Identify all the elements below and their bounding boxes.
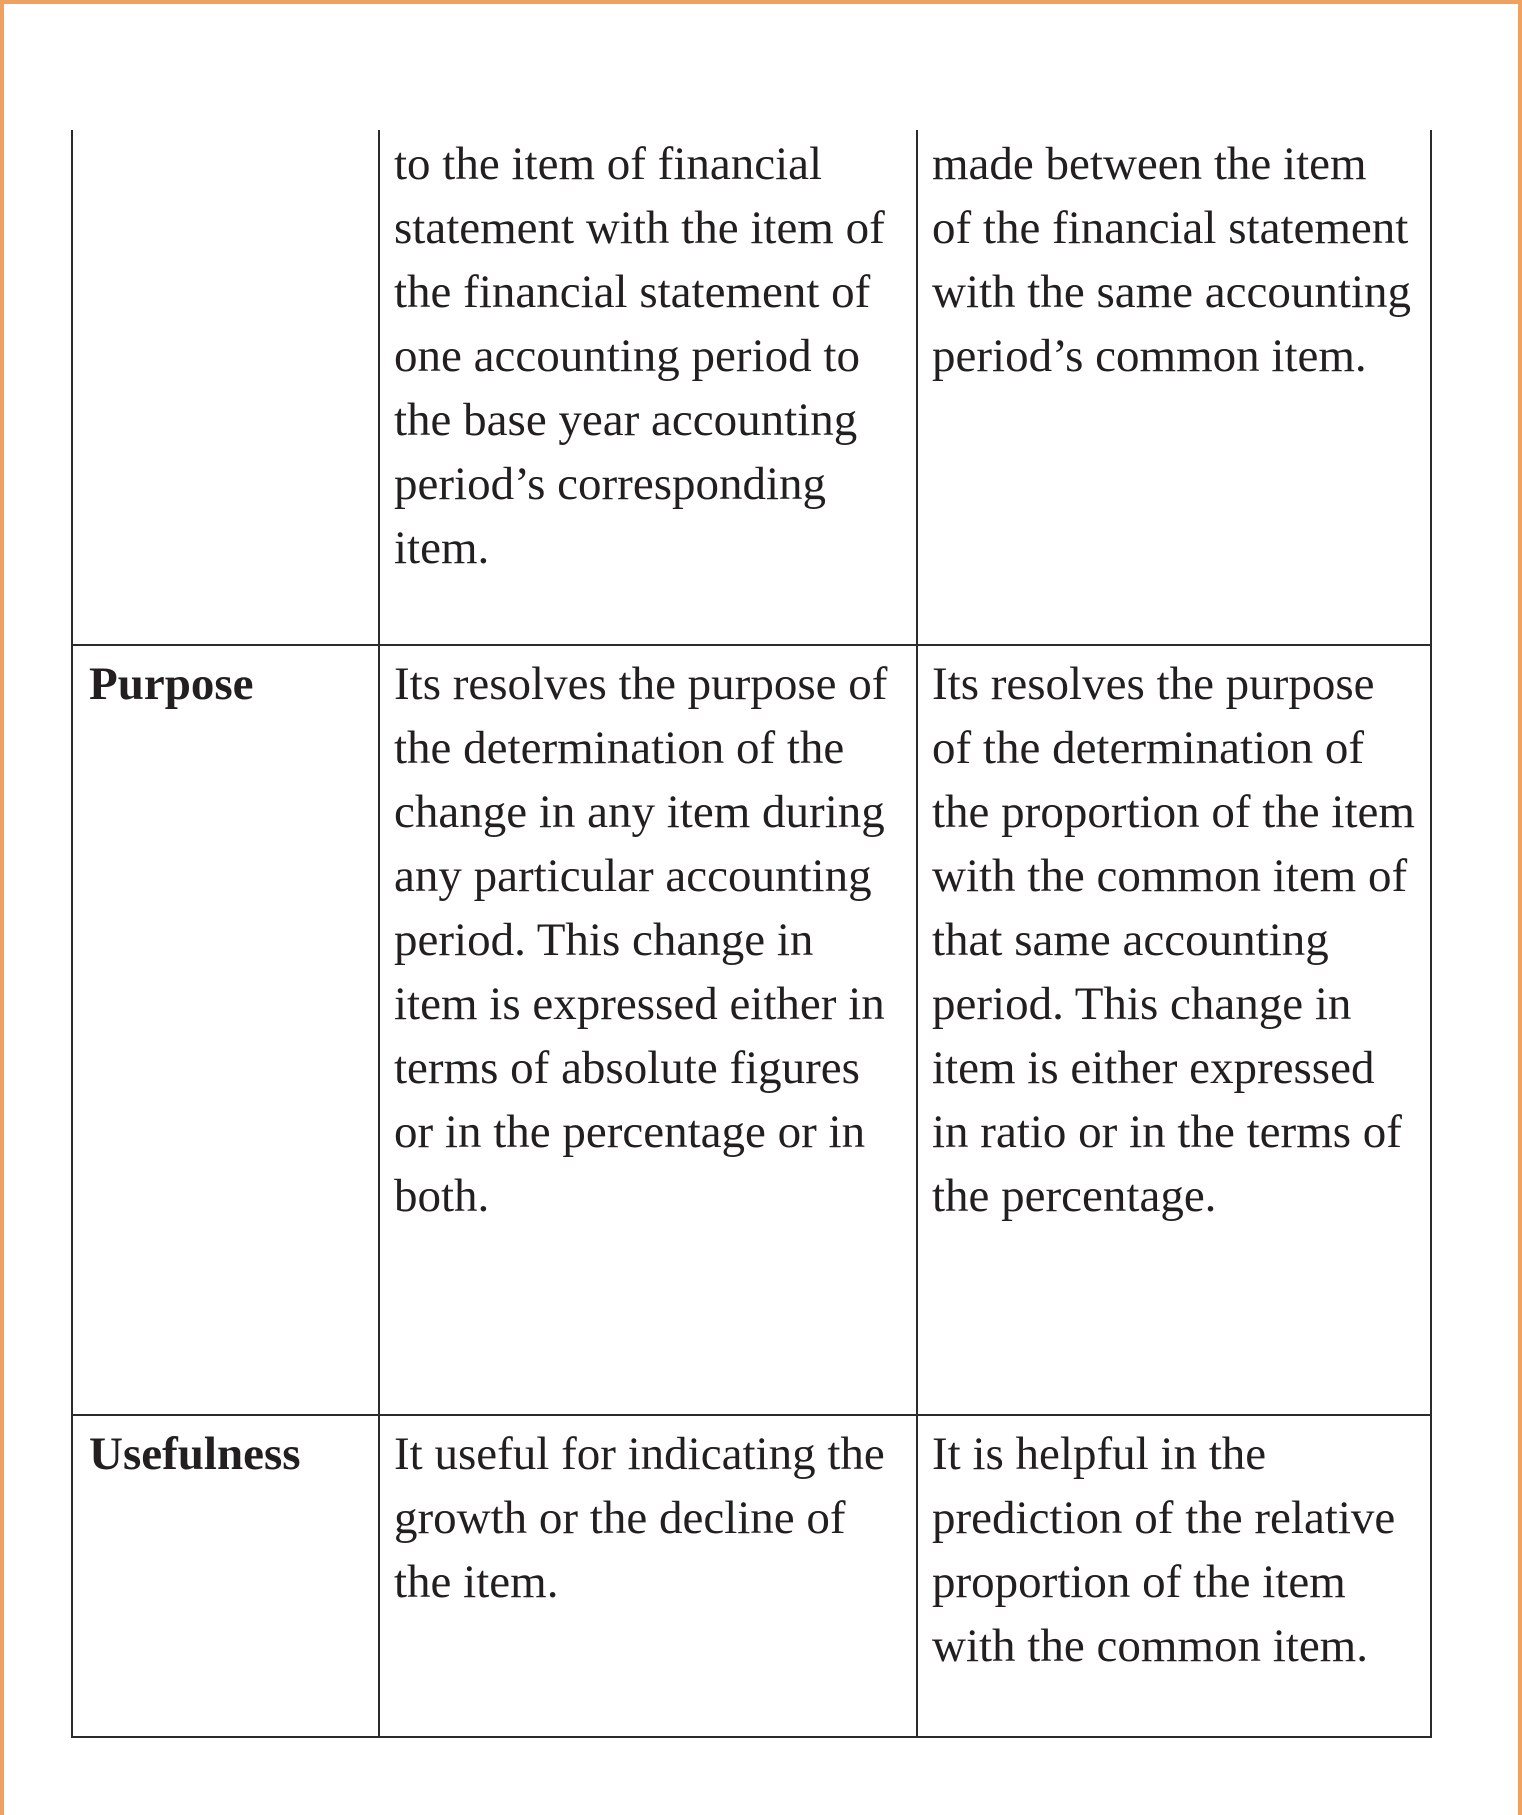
cell-text: Its resolves the purpose of the determination of the proportion of the item with the common item of that same accounting period. This change in item is either expressed in ratio or in the terms of the percentage. xyxy=(932,658,1415,1222)
table-row-continued xyxy=(72,130,1431,645)
cell-text: Its resolves the purpose of the determination of the change in any item during any particular accounting period. This change in item is expressed either in terms of absolute figures or in the percentage or in both. xyxy=(394,658,888,1222)
row-label-empty xyxy=(72,130,379,645)
cell-text: to the item of financial statement with the item of the financial statement of one accounting period to the base year accounting period’s corresponding item. xyxy=(394,138,885,574)
comparison-table-container xyxy=(71,130,1430,1738)
comparison-table xyxy=(71,130,1432,1738)
vertical-analysis-cell xyxy=(917,130,1431,645)
cell-text: It is helpful in the prediction of the relative proportion of the item with the common item. xyxy=(932,1428,1396,1672)
vertical-analysis-cell xyxy=(917,1415,1431,1737)
horizontal-analysis-cell xyxy=(379,1415,917,1737)
cell-text: It useful for indicating the growth or the decline of the item. xyxy=(394,1428,885,1608)
table-row-usefulness xyxy=(72,1415,1431,1737)
cell-text: made between the item of the financial statement with the same accounting period’s common item. xyxy=(932,138,1411,382)
vertical-analysis-cell xyxy=(917,645,1431,1415)
row-label-usefulness: Usefulness xyxy=(72,1415,379,1737)
horizontal-analysis-cell xyxy=(379,645,917,1415)
table-row-purpose xyxy=(72,645,1431,1415)
horizontal-analysis-cell xyxy=(379,130,917,645)
row-label-purpose: Purpose xyxy=(72,645,379,1415)
